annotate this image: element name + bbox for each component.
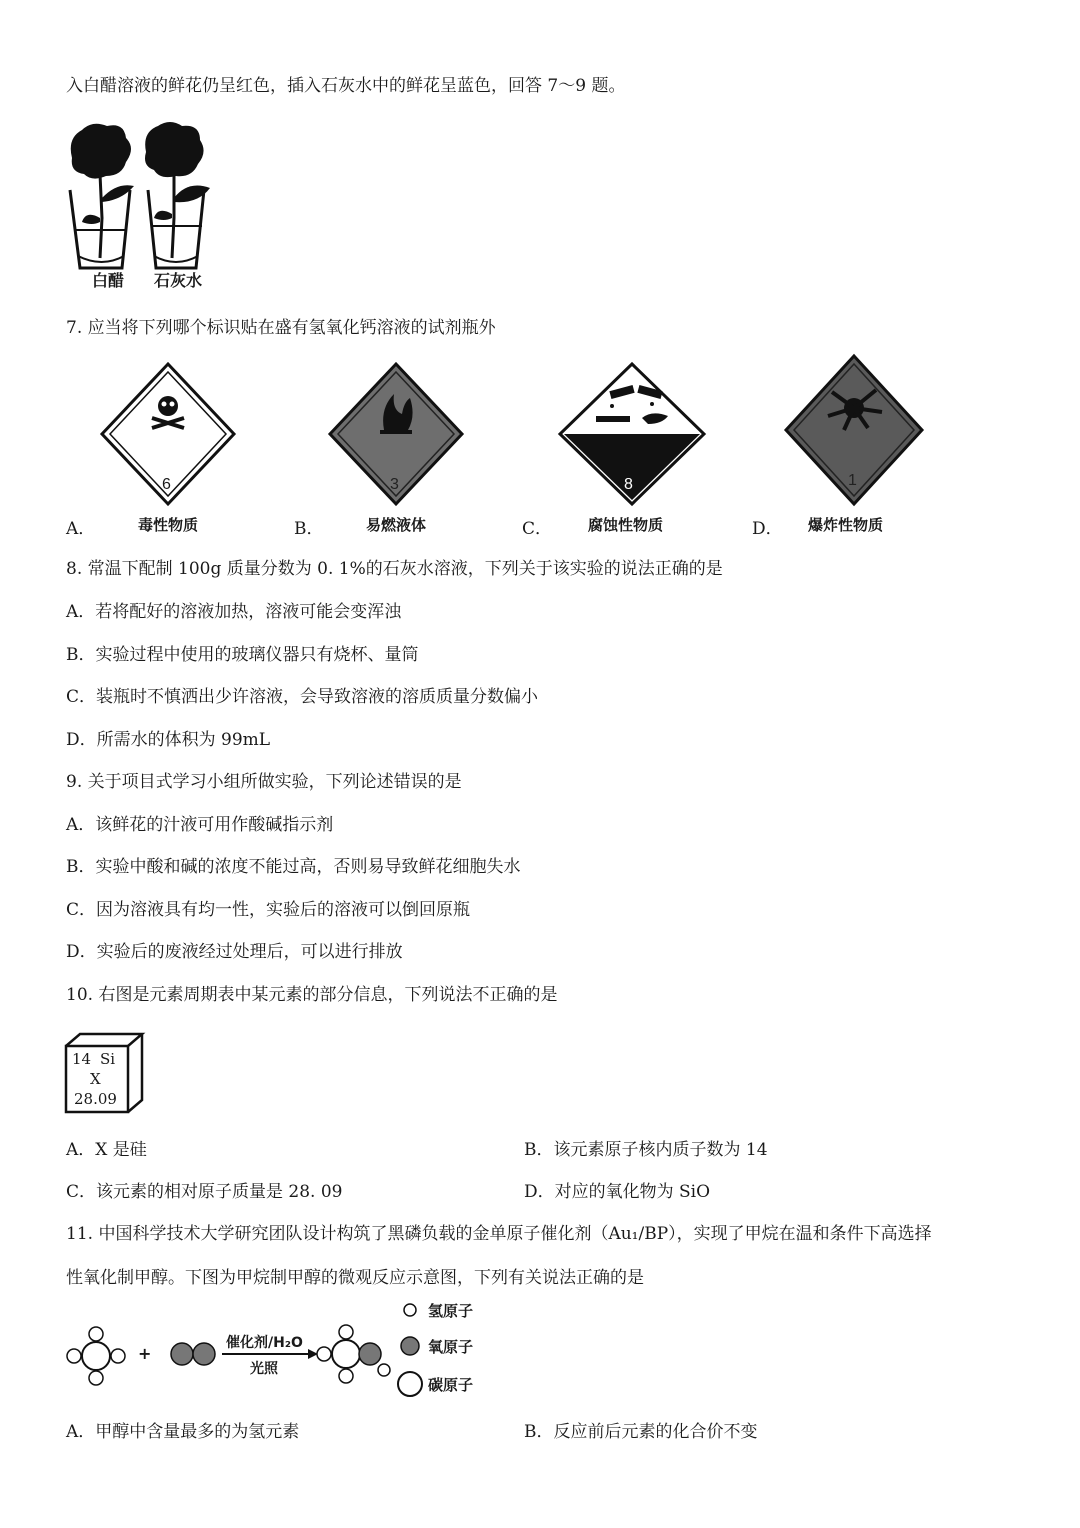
label-limewater: 石灰水 [154,271,203,290]
label-vinegar: 白醋 [92,271,125,290]
sign-a-label: 毒性物质 [138,516,199,534]
q9-option-a: A．该鲜花的汁液可用作酸碱指示剂 [66,815,334,835]
q10-option-a: A．X 是硅 [66,1140,147,1160]
q8-option-b: B．实验过程中使用的玻璃仪器只有烧杯、量筒 [66,645,419,665]
legend-carbon: 碳原子 [428,1376,474,1394]
element-card [64,1032,148,1116]
sign-c-label: 腐蚀性物质 [588,516,664,534]
element-name: X [90,1070,101,1088]
q7-option-c-letter: C． [522,519,553,539]
sign-a-number: 6 [162,476,171,493]
sign-c-number: 8 [624,476,633,493]
intro-text: 入白醋溶液的鲜花仍呈红色，插入石灰水中的鲜花呈蓝色，回答 7～9 题。 [66,76,626,96]
q7-option-a-letter: A． [66,519,96,539]
flower-figure [62,118,222,298]
legend-oxygen: 氧原子 [428,1338,474,1356]
q9-option-c: C．因为溶液具有均一性，实验后的溶液可以倒回原瓶 [66,900,471,920]
q9-option-d: D．实验后的废液经过处理后，可以进行排放 [66,942,403,962]
reaction-diagram [64,1296,484,1406]
q11-stem-line1: 11. 中国科学技术大学研究团队设计构筑了黑磷负载的金单原子催化剂（Au₁/BP），实现了甲烷在温和条件下高选择 [66,1224,932,1244]
q10-option-d: D．对应的氧化物为 SiO [524,1182,711,1202]
legend-hydrogen: 氢原子 [428,1302,474,1320]
q8-stem: 8. 常温下配制 100g 质量分数为 0. 1%的石灰水溶液，下列关于该实验的说法正确的是 [66,559,723,579]
q10-option-c: C．该元素的相对原子质量是 28. 09 [66,1182,343,1202]
reaction-plus: + [138,1344,152,1363]
reaction-condition-top: 催化剂/H₂O [226,1335,303,1351]
q7-option-c-sign [552,358,712,536]
sign-d-number: 1 [848,472,857,489]
reaction-condition-bottom: 光照 [250,1361,278,1377]
q10-option-b: B．该元素原子核内质子数为 14 [524,1140,768,1160]
q7-option-a-sign [96,358,240,536]
sign-d-label: 爆炸性物质 [808,516,884,534]
q7-option-b-sign [324,358,468,536]
element-number: 14 [72,1050,92,1068]
sign-b-label: 易燃液体 [366,516,427,534]
q11-option-a: A．甲醇中含量最多的为氢元素 [66,1422,300,1442]
q11-option-b: B．反应前后元素的化合价不变 [524,1422,758,1442]
element-symbol: Si [100,1050,116,1068]
q8-option-d: D．所需水的体积为 99mL [66,730,271,750]
sign-b-number: 3 [390,476,399,493]
q9-option-b: B．实验中酸和碱的浓度不能过高，否则易导致鲜花细胞失水 [66,857,521,877]
q9-stem: 9. 关于项目式学习小组所做实验，下列论述错误的是 [66,772,462,792]
q7-option-b-letter: B． [294,519,324,539]
q11-stem-line2: 性氧化制甲醇。下图为甲烷制甲醇的微观反应示意图，下列有关说法正确的是 [66,1268,644,1288]
q10-stem: 10. 右图是元素周期表中某元素的部分信息，下列说法不正确的是 [66,985,558,1005]
q7-option-d-sign [782,352,926,536]
q7-option-d-letter: D． [752,519,783,539]
element-mass: 28.09 [74,1090,117,1108]
q8-option-a: A．若将配好的溶液加热，溶液可能会变浑浊 [66,602,402,622]
q8-option-c: C．装瓶时不慎洒出少许溶液，会导致溶液的溶质质量分数偏小 [66,687,539,707]
q7-stem: 7. 应当将下列哪个标识贴在盛有氢氧化钙溶液的试剂瓶外 [66,318,496,338]
